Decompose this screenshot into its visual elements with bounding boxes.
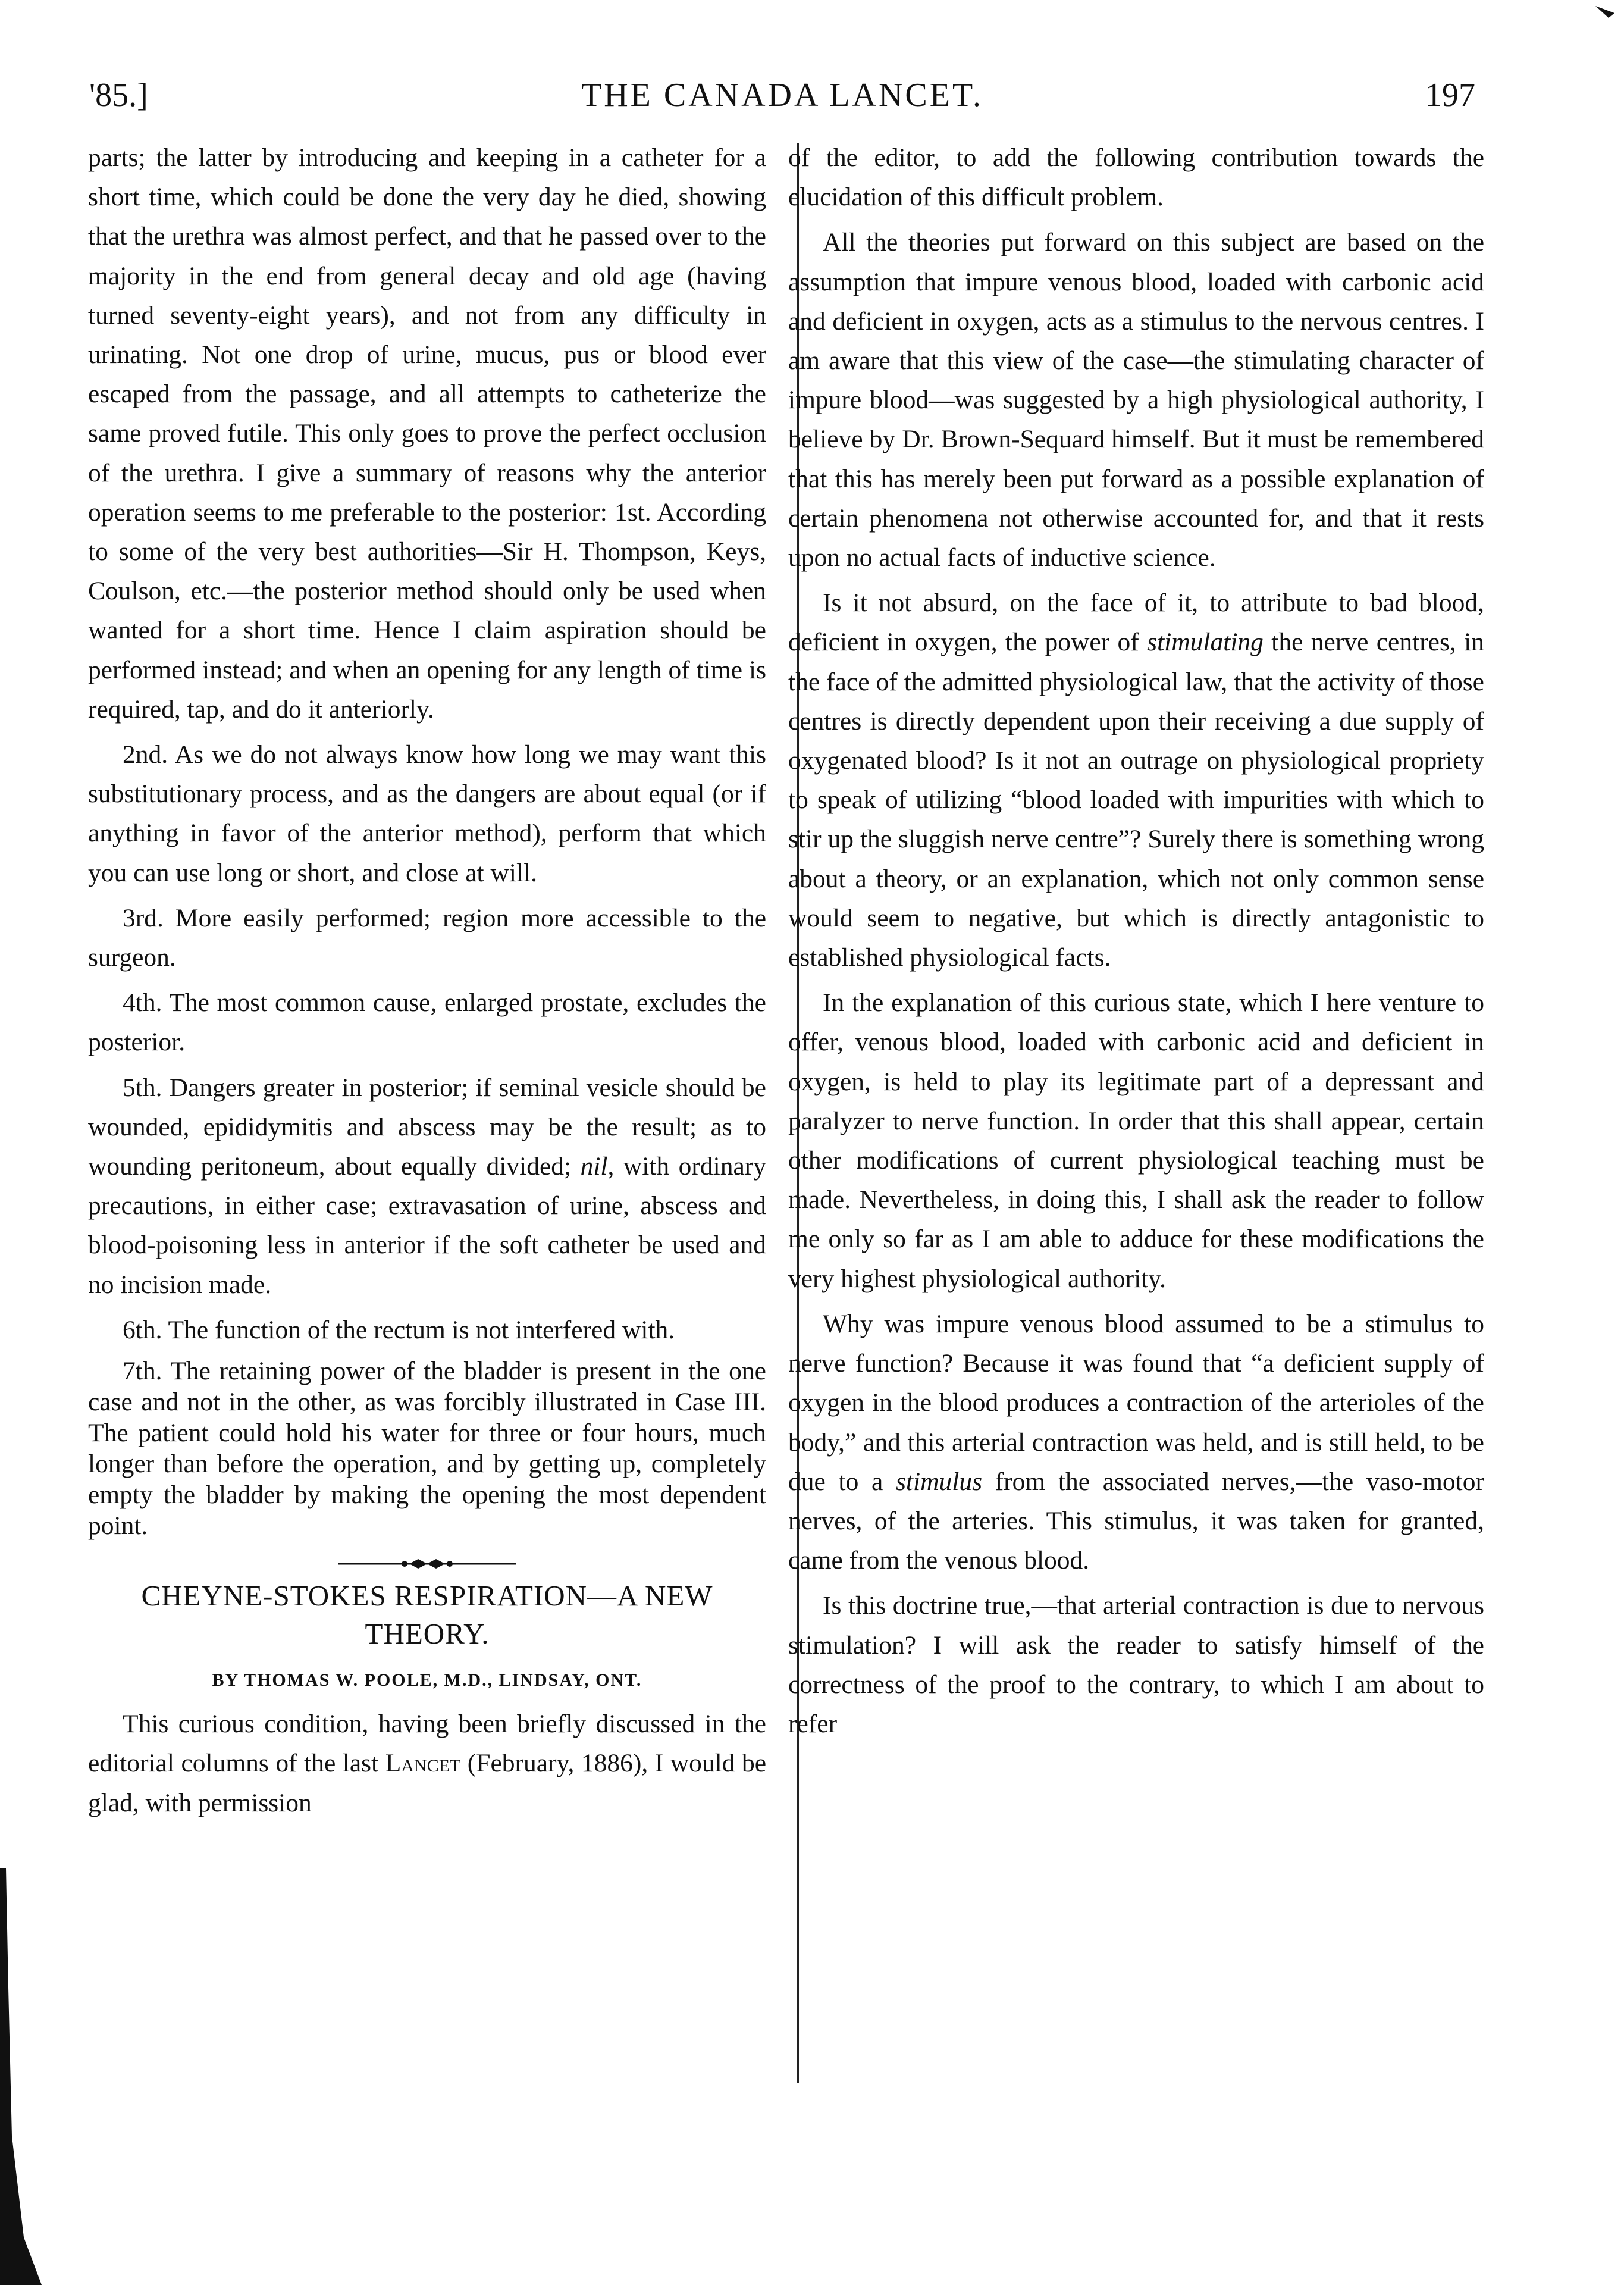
paragraph: 5th. Dangers greater in posterior; if seminal vesicle should be wounded, epididymitis and abscess may be the result; as to wounding peritoneum, about equally divided; nil, with ordinary precautions, in either case; extravasation of urine, abscess and blood-poisoning less in anterior if the soft catheter be used and no incision made. xyxy=(88,1073,766,1299)
left-column xyxy=(88,138,766,1829)
italic-term: stimulating xyxy=(1147,628,1264,657)
volume-year: '85.] xyxy=(89,77,148,114)
section-ornament xyxy=(88,1550,766,1573)
paragraph: 2nd. As we do not always know how long we may want this substitutionary process, and as the dangers are about equal (or if anything in favor of the anterior method), perform that which you can use long or short, and close at will. xyxy=(88,740,766,887)
paragraph: 3rd. More easily performed; region more accessible to the surgeon. xyxy=(88,903,766,972)
running-header xyxy=(89,76,1475,124)
paragraph: 4th. The most common cause, enlarged prostate, excludes the posterior. xyxy=(88,988,766,1057)
paragraph: parts; the latter by introducing and keeping in a catheter for a short time, which could be done the very day he died, showing that the urethra was almost perfect, and that he passed over to the majority in the end from general decay and old age (having turned seventy-eight years), and not from any difficulty in urinating. Not one drop of urine, mucus, pus or blood ever escaped from the passage, and all attempts to catheterize the same proved futile. This only goes to prove the perfect occlusion of the urethra. I give a summary of reasons why the anterior operation seems to me preferable to the posterior: 1st. According to some of the very best authorities—Sir H. Thompson, Keys, Coulson, etc.—the posterior method should only be used when wanted for a short time. Hence I claim aspiration should be performed instead; and when an opening for any length of time is required, tap, and do it anteriorly. xyxy=(88,143,766,724)
article-title: CHEYNE-STOKES RESPIRATION—A NEW THEORY. xyxy=(141,1579,713,1651)
italic-term: nil xyxy=(580,1152,608,1181)
author-byline: BY THOMAS W. POOLE, M.D., LINDSAY, ONT. xyxy=(212,1670,642,1691)
page-edge-shadow xyxy=(0,1868,42,2285)
journal-name: Lancet xyxy=(385,1749,461,1778)
paragraph: Is this doctrine true,—that arterial contraction is due to nervous stimulation? I will ask the reader to satisfy himself of the correctness of the proof to the contrary, to which I am about to refer xyxy=(788,1591,1484,1738)
italic-term: stimulus xyxy=(895,1467,982,1496)
paragraph: Why was impure venous blood assumed to be a stimulus to nerve function? Because it was found that “a deficient supply of oxygen in the blood produces a contraction of the arterioles of the body,” and this arterial contraction was held, and is still held, to be due to a stimulus from the associated nerves,—the vaso-motor nerves, of the arteries. This stimulus, it was taken for granted, came from the venous blood. xyxy=(788,1309,1484,1575)
page-number: 197 xyxy=(1425,77,1475,114)
ink-speck-icon xyxy=(1591,0,1624,24)
paragraph: of the editor, to add the following contribution towards the elucidation of this difficult problem. xyxy=(788,143,1484,212)
paragraph: In the explanation of this curious state, which I here venture to offer, venous blood, loaded with carbonic acid and deficient in oxygen, is held to play its legitimate part of a depressant and paralyzer to nerve function. In order that this shall appear, certain other modifications of current physiological teaching must be made. Nevertheless, in doing this, I shall ask the reader to follow me only so far as I am able to adduce for these modifications the very highest physiological authority. xyxy=(788,988,1484,1293)
paragraph: Is it not absurd, on the face of it, to attribute to bad blood, deficient in oxygen, the power of stimulating the nerve centres, in the face of the admitted physiological law, that the activity of those centres is directly dependent upon their receiving a due supply of oxygenated blood? Is it not an outrage on physiological propriety to speak of utilizing “blood loaded with impurities with which to stir up the sluggish nerve centre”? Surely there is something wrong about a theory, or an explanation, which not only common sense would seem to negative, but which is directly antagonistic to established physiological facts. xyxy=(788,589,1484,972)
right-column xyxy=(788,138,1484,1749)
paragraph: This curious condition, having been briefly discussed in the editorial columns of the last Lancet (February, 1886), I would be glad, with permission xyxy=(88,1710,767,1817)
paragraph: 6th. The function of the rectum is not interfered with. xyxy=(123,1315,675,1344)
paragraph: All the theories put forward on this subject are based on the assumption that impure venous blood, loaded with carbonic acid and deficient in oxygen, acts as a stimulus to the nervous centres. I am aware that this view of the case—the stimulating character of impure blood—was suggested by a high physiological authority, I believe by Dr. Brown-Sequard himself. But it must be remembered that this has merely been put forward as a possible explanation of certain phenomena not otherwise accounted for, and that it rests upon no actual facts of inductive science. xyxy=(788,228,1484,572)
journal-title: THE CANADA LANCET. xyxy=(581,77,984,114)
paragraph: 7th. The retaining power of the bladder is present in the one case and not in the other, as was forcibly illustrated in Case III. The patient could hold his water for three or four hours, much longer than before the operation, and by getting up, completely empty the bladder by making the opening the most dependent point. xyxy=(88,1357,766,1541)
